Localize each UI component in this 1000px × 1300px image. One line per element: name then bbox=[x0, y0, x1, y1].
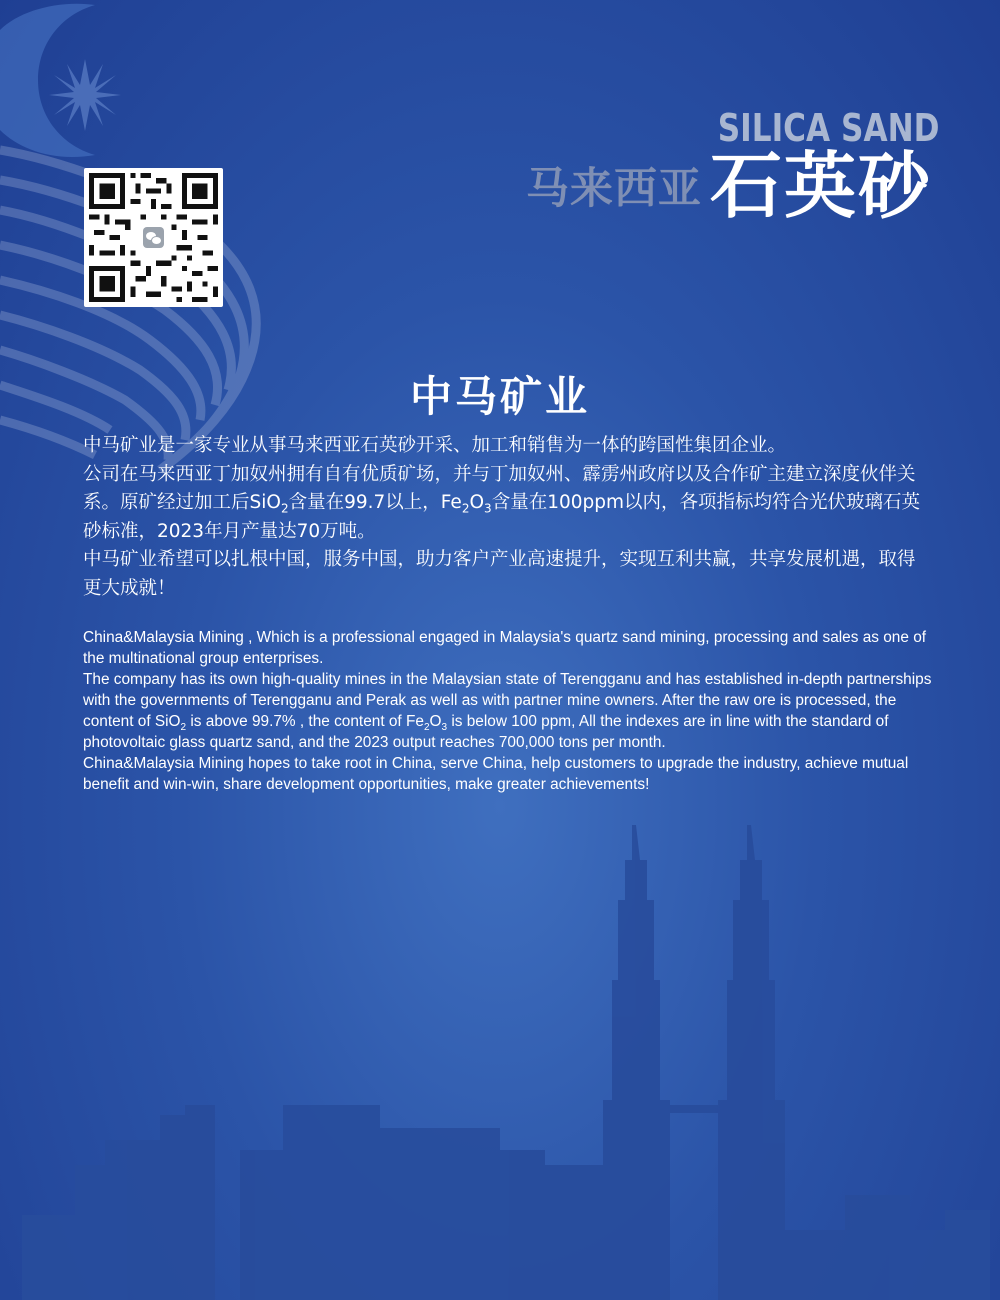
country-label: 马来西亚 bbox=[526, 164, 702, 214]
zh-paragraph-3: 中马矿业希望可以扎根中国，服务中国，助力客户产业高速提升，实现互利共赢，共享发展机遇，取得更大成就！ bbox=[83, 549, 916, 599]
company-title: 中马矿业 bbox=[409, 372, 590, 421]
wechat-icon bbox=[140, 224, 167, 251]
flag-crescent-star-icon bbox=[0, 4, 121, 157]
en-paragraph-3: China&Malaysia Mining hopes to take root in China, serve China, help customers to upgrade the industry, achieve mutual benefit and win-win, share development opportunities, make greater achievements! bbox=[83, 755, 909, 793]
silica-sand-label: SILICA SAND bbox=[718, 106, 940, 150]
chinese-intro bbox=[83, 432, 928, 603]
wechat-qr-code[interactable] bbox=[84, 168, 223, 307]
english-intro bbox=[83, 627, 943, 795]
zh-paragraph-2: 公司在马来西亚丁加奴州拥有自有优质矿场，并与丁加奴州、霹雳州政府以及合作矿主建立深度伙伴关系。原矿经过加工后SiO$_2$含量在99.7以上，$Fe_2O_3$含量在100ppm以内，各项指标均符合光伏玻璃石英砂标准，2023年月产量达70万吨。 bbox=[83, 463, 921, 542]
en-paragraph-2: The company has its own high-quality mines in the Malaysian state of Terengganu and has established in-depth partnerships with the governments of Terengganu and Perak as well as with partner mine owners. After the raw ore is processed, the content of SiO$_2$ is above 99.7% , the content of $Fe_2O_3$ is below 100 ppm, All the indexes are in line with the standard of photovoltaic glass quartz sand, and the 2023 output reaches 700,000 tons per month. bbox=[83, 671, 932, 751]
city-skyline bbox=[22, 825, 990, 1300]
product-title: 石英砂 bbox=[710, 144, 933, 228]
zh-paragraph-1: 中马矿业是一家专业从事马来西亚石英砂开采、加工和销售为一体的跨国性集团企业。 bbox=[83, 435, 787, 456]
en-paragraph-1: China&Malaysia Mining , Which is a professional engaged in Malaysia's quartz sand mining, processing and sales as one of the multinational group enterprises. bbox=[83, 629, 927, 667]
